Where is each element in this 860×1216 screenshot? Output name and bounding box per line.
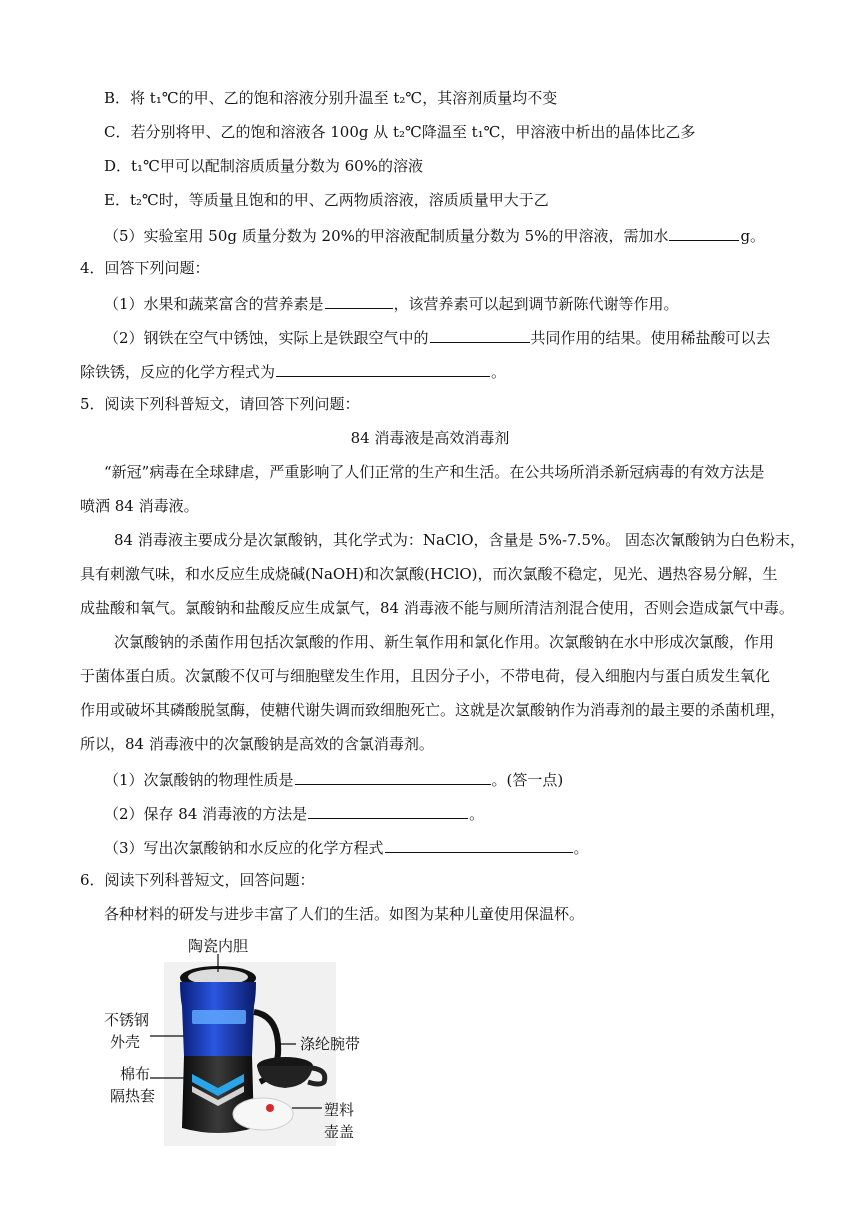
answer-blank[interactable] (385, 836, 573, 853)
question-4-heading: 4．回答下列问题： (80, 259, 210, 277)
question-5-sub-5 (104, 224, 765, 246)
article-paragraph-line: 所以，84 消毒液中的次氯酸钠是高效的含氯消毒剂。 (80, 735, 434, 753)
question-5-sub-3 (104, 836, 589, 858)
question-text: g。 (740, 227, 766, 245)
question-text: 。(答一点) (491, 771, 564, 789)
answer-blank[interactable] (669, 224, 739, 241)
answer-blank[interactable] (308, 802, 468, 819)
question-text: （2）钢铁在空气中锈蚀，实际上是铁跟空气中的 (104, 329, 429, 347)
question-5-sub-2 (104, 802, 484, 824)
label-steel-shell-line2: 外壳 (110, 1033, 141, 1051)
thermos-figure (100, 936, 370, 1146)
question-text: 。 (573, 839, 589, 857)
label-plastic-lid-line1: 塑料 (324, 1101, 355, 1119)
option-e: E．t₂℃时，等质量且饱和的甲、乙两物质溶液，溶质质量甲大于乙 (104, 191, 549, 209)
article-paragraph-line: 作用或破坏其磷酸脱氢酶，使糖代谢失调而致细胞死亡。这就是次氯酸钠作为消毒剂的最主要的杀菌机理， (80, 701, 786, 719)
label-plastic-lid-line2: 壶盖 (324, 1123, 355, 1141)
plastic-lid (233, 1098, 293, 1130)
article-paragraph-line: 于菌体蛋白质。次氯酸不仅可与细胞壁发生作用，且因分子小，不带电荷，侵入细胞内与蛋白质发生氧化 (80, 667, 771, 685)
question-4-sub-1 (104, 292, 679, 314)
article-paragraph-line: 喷洒 84 消毒液。 (80, 497, 199, 515)
answer-blank[interactable] (295, 768, 491, 785)
option-b: B．将 t₁℃的甲、乙的饱和溶液分别升温至 t₂℃，其溶剂质量均不变 (104, 89, 558, 107)
question-4-sub-2 (104, 326, 771, 348)
article-paragraph-line: 84 消毒液主要成分是次氯酸钠，其化学式为：NaClO，含量是 5%-7.5%。 固态次氰酸钠为白色粉末， (114, 531, 806, 549)
question-5-heading: 5．阅读下列科普短文，请回答下列问题： (80, 395, 360, 413)
label-polyester-strap: 涤纶腕带 (300, 1035, 361, 1053)
answer-blank[interactable] (276, 360, 490, 377)
question-text: 除铁锈，反应的化学方程式为 (80, 363, 276, 381)
question-text: （3）写出次氯酸钠和水反应的化学方程式 (104, 839, 384, 857)
question-text: 。 (469, 805, 485, 823)
article-paragraph-line: “新冠”病毒在全球肆虐，严重影响了人们正常的生产和生活。在公共场所消杀新冠病毒的有效方法是 (104, 463, 765, 481)
lid-button (266, 1104, 274, 1112)
brand-band (192, 1010, 246, 1024)
article-paragraph-line: 次氯酸钠的杀菌作用包括次氯酸的作用、新生氧作用和氯化作用。次氯酸钠在水中形成次氯酸，作用 (114, 633, 775, 651)
article-title: 84 消毒液是高效消毒剂 (350, 429, 510, 447)
article-paragraph-line: 成盐酸和氧气。氯酸钠和盐酸反应生成氯气，84 消毒液不能与厕所清洁剂混合使用，否则会造成氯气中毒。 (80, 599, 794, 617)
question-6-heading: 6．阅读下列科普短文，回答问题： (80, 871, 315, 889)
question-text: （2）保存 84 消毒液的方法是 (104, 805, 308, 823)
question-text: （1）次氯酸钠的物理性质是 (104, 771, 294, 789)
label-ceramic-liner: 陶瓷内胆 (188, 937, 249, 955)
question-text: 。 (491, 363, 507, 381)
question-text: （5）实验室用 50g 质量分数为 20%的甲溶液配制质量分数为 5%的甲溶液，需加水 (104, 227, 669, 245)
label-cotton-sleeve-line1: 棉布 (120, 1065, 151, 1083)
question-5-sub-1 (104, 768, 563, 790)
question-text: （1）水果和蔬菜富含的营养素是 (104, 295, 324, 313)
answer-blank[interactable] (325, 292, 393, 309)
label-steel-shell-line1: 不锈钢 (104, 1011, 150, 1029)
question-6-intro: 各种材料的研发与进步丰富了人们的生活。如图为某种儿童使用保温杯。 (104, 905, 585, 923)
label-cotton-sleeve-line2: 隔热套 (110, 1087, 156, 1105)
article-paragraph-line: 具有刺激气味，和水反应生成烧碱(NaOH)和次氯酸(HClO)，而次氯酸不稳定，见光、遇热容易分解，生 (80, 565, 778, 583)
question-4-sub-2-cont (80, 360, 506, 382)
answer-blank[interactable] (430, 326, 530, 343)
question-text: 共同作用的结果。使用稀盐酸可以去 (530, 329, 771, 347)
question-text: ，该营养素可以起到调节新陈代谢等作用。 (393, 295, 679, 313)
option-c: C．若分别将甲、乙的饱和溶液各 100g 从 t₂℃降温至 t₁℃，甲溶液中析出的晶体比乙多 (104, 123, 696, 141)
option-d: D．t₁℃甲可以配制溶质质量分数为 60%的溶液 (104, 157, 423, 175)
